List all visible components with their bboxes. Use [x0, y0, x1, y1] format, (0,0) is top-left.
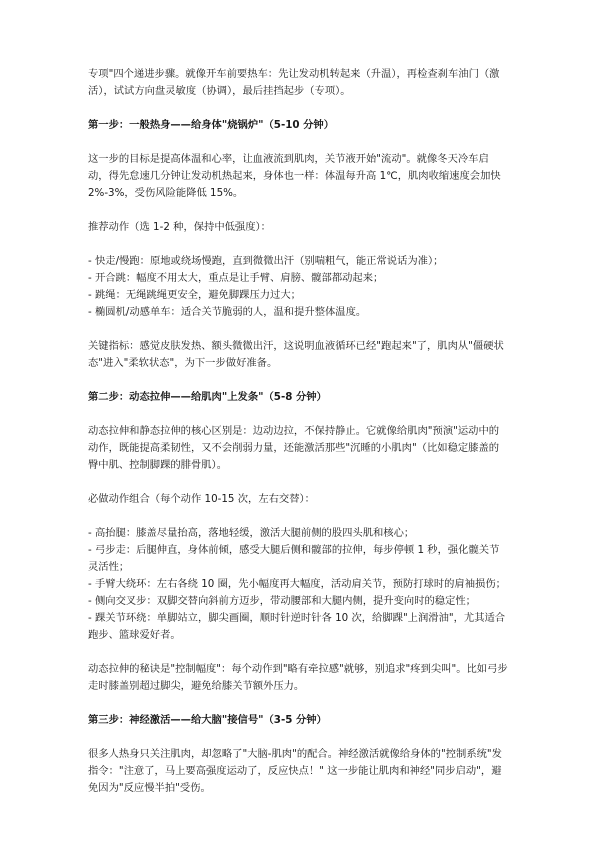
list-item: - 开合跳：幅度不用太大，重点是让手臂、肩膀、髋部都动起来； [88, 272, 384, 284]
step2-list-intro: 必做动作组合（每个动作 10-15 次，左右交替）： [88, 493, 315, 505]
step1-list-intro: 推荐动作（选 1-2 种，保持中低强度）： [88, 221, 271, 233]
list-item: - 弓步走：后腿伸直，身体前倾，感受大腿后侧和髋部的拉伸，每步停顿 1 秒，强化髋关节灵活性； [88, 544, 500, 573]
list-item: - 高抬腿：膝盖尽量抬高，落地轻缓，激活大腿前侧的股四头肌和核心； [88, 527, 415, 539]
list-item: - 跳绳：无绳跳绳更安全，避免脚踝压力过大； [88, 289, 301, 301]
step1-action-list [88, 253, 509, 321]
intro-paragraph: 专项"四个递进步骤。就像开车前要热车：先让发动机转起来（升温），再检查刹车油门（激活），试试方向盘灵敏度（协调），最后挂挡起步（专项）。 [88, 68, 500, 97]
list-item: - 踝关节环绕：单脚站立，脚尖画圈，顺时针逆时针各 10 次，给脚踝"上润滑油"，尤其适合跑步、篮球爱好者。 [88, 612, 506, 641]
step1-key-indicator: 关键指标：感觉皮肤发热、额头微微出汗，这说明血液循环已经"跑起来"了，肌肉从"僵硬状态"进入"柔软状态"，为下一步做好准备。 [88, 340, 504, 369]
step1-heading: 第一步：一般热身——给身体"烧锅炉"（5-10 分钟） [88, 119, 335, 131]
step3-heading: 第三步：神经激活——给大脑"接信号"（3-5 分钟） [88, 714, 327, 726]
list-item: - 椭圆机/动感单车：适合关节脆弱的人，温和提升整体温度。 [88, 306, 367, 318]
step3-paragraph: 很多人热身只关注肌肉，却忽略了"大脑-肌肉"的配合。神经激活就像给身体的"控制系统"发指令："注意了，马上要高强度运动了，反应快点！" 这一步能让肌肉和神经"同步启动"，避免因为"反应慢半拍"受伤。 [88, 748, 502, 794]
step2-paragraph: 动态拉伸和静态拉伸的核心区别是：边动边拉，不保持静止。它就像给肌肉"预演"运动中的动作，既能提高柔韧性，又不会削弱力量，还能激活那些"沉睡的小肌肉"（比如稳定膝盖的臀中肌、控制脚踝的腓骨肌）。 [88, 425, 500, 471]
list-item: - 侧向交叉步：双脚交替向斜前方迈步，带动腰部和大腿内侧，提升变向时的稳定性； [88, 595, 476, 607]
list-item: - 手臂大绕环：左右各绕 10 圈，先小幅度再大幅度，活动肩关节，预防打球时的肩袖损伤； [88, 578, 506, 590]
step2-secret: 动态拉伸的秘诀是"控制幅度"：每个动作到"略有牵拉感"就够，别追求"疼到尖叫"。比如弓步走时膝盖别超过脚尖，避免给膝关节额外压力。 [88, 663, 508, 692]
step2-action-list [88, 525, 509, 644]
step2-heading: 第二步：动态拉伸——给肌肉"上发条"（5-8 分钟） [88, 391, 327, 403]
list-item: - 快走/慢跑：原地或绕场慢跑，直到微微出汗（别喘粗气，能正常说话为准）； [88, 255, 444, 267]
step1-paragraph: 这一步的目标是提高体温和心率，让血液流到肌肉，关节液开始"流动"。就像冬天冷车启动，得先怠速几分钟让发动机热起来，身体也一样：体温每升高 1℃，肌肉收缩速度会加快 2%-3%，受伤风险能降低 15%。 [88, 153, 501, 199]
